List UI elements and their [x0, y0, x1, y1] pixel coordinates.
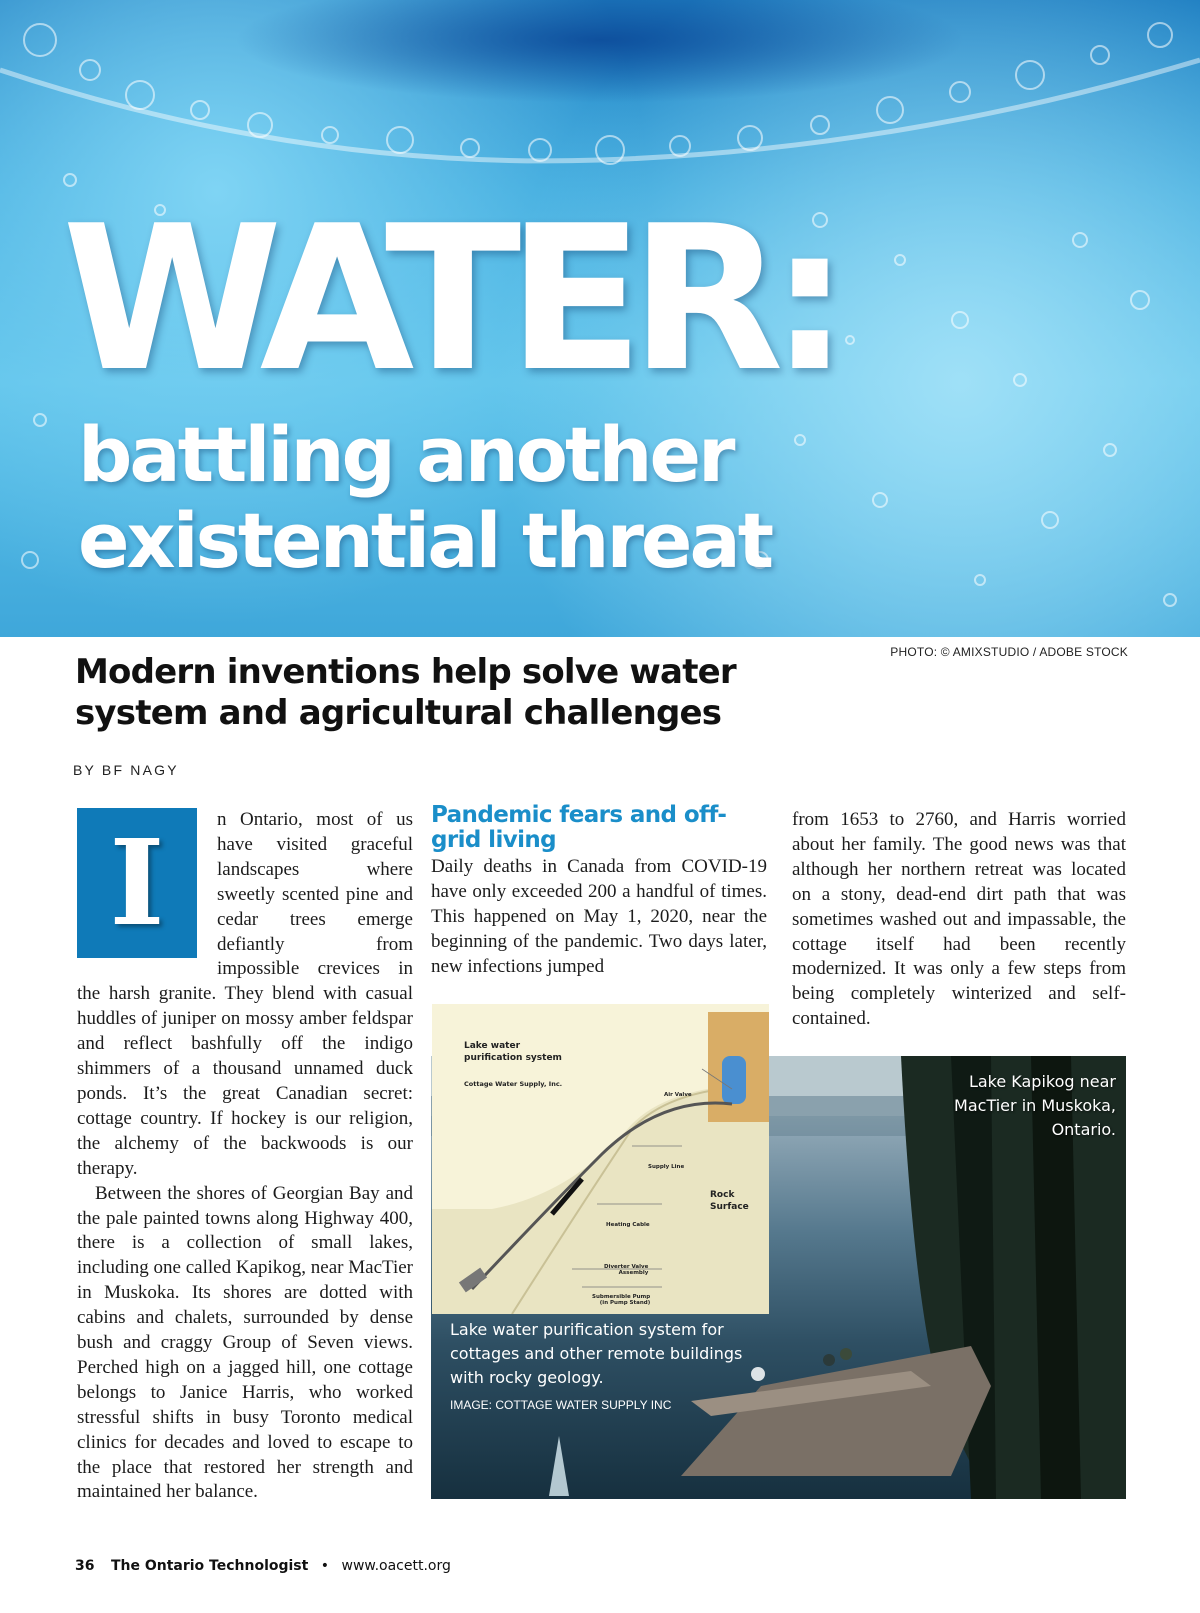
page-footer — [75, 1558, 451, 1574]
pump-line-2: (in Pump Stand) — [599, 1300, 651, 1306]
purification-diagram — [432, 1004, 769, 1314]
label-supply-line: Supply Line — [648, 1164, 685, 1170]
paragraph-1: n Ontario, most of us have visited graceful landscapes where sweetly scented pine and cedar trees emerge defiantly from impossible crevices in the harsh granite. They blend with casual huddles of juniper on mossy amber feldspar and reflect bashfully off the indigo shimmers of a thousand unnamed duck ponds. It’s the great Canadian secret: cottage country. If hockey is our religion, the alchemy of the backwoods is our therapy. — [77, 809, 413, 1179]
rock-line-2: Surface — [710, 1202, 749, 1212]
diverter-line-2: Assembly — [618, 1270, 649, 1276]
label-submersible-pump — [592, 1294, 650, 1306]
paragraph-2: Between the shores of Georgian Bay and the pale painted towns along Highway 400, there is a collection of small lakes, including one called Kapikog, near MacTier in Muskoka. Its shores are dotted with cabins and chalets, surrounded by dense bush and craggy Group of Seven views. Perched high on a jagged hill, one cottage belongs to Janice Harris, who worked stressful shifts in busy Toronto medical clinics for decades and loved to escape to the place that restored her strength and maintained her balance. — [77, 1182, 413, 1503]
diagram-title-line-2: purification system — [464, 1053, 562, 1063]
section-subhead: Pandemic fears and off-grid living — [431, 802, 727, 853]
photo-credit: PHOTO: © AMIXSTUDIO / ADOBE STOCK — [890, 645, 1128, 659]
diagram-credit: IMAGE: COTTAGE WATER SUPPLY INC — [450, 1398, 672, 1412]
footer-url[interactable]: www.oacett.org — [341, 1558, 451, 1574]
diagram-title-line-1: Lake water — [464, 1041, 521, 1051]
column-2 — [431, 803, 767, 980]
subtitle-line-1: battling another — [78, 410, 733, 499]
subtitle-line-2: existential threat — [78, 496, 772, 585]
diagram-caption: Lake water purification system for cottages and other remote buildings with rocky geology. — [450, 1320, 743, 1387]
diagram-title — [464, 1040, 562, 1064]
byline: BY BF NAGY — [73, 762, 179, 778]
label-air-valve: Air Valve — [664, 1092, 692, 1098]
label-diverter-valve — [604, 1264, 648, 1276]
page-number: 36 — [75, 1558, 95, 1574]
hero-image — [0, 0, 1200, 637]
headline-water: WATER: — [62, 183, 836, 416]
pump-line-1: Submersible Pump — [592, 1294, 651, 1300]
footer-separator: • — [320, 1558, 330, 1574]
column-3 — [792, 808, 1126, 1032]
diagram-company: Cottage Water Supply, Inc. — [464, 1080, 563, 1088]
magazine-name: The Ontario Technologist — [110, 1558, 309, 1574]
lake-photo-caption: Lake Kapikog near MacTier in Muskoka, Ontario. — [954, 1072, 1116, 1139]
label-heating-cable: Heating Cable — [606, 1222, 650, 1228]
diverter-line-1: Diverter Valve — [604, 1264, 649, 1270]
paragraph-3: Daily deaths in Canada from COVID-19 have only exceeded 200 a handful of times. This happened on May 1, 2020, near the beginning of the pandemic. Two days later, new infections jumped — [431, 856, 767, 977]
label-rock-surface — [710, 1189, 749, 1213]
drop-cap: I — [77, 808, 197, 958]
headline-subtitle — [78, 412, 771, 584]
article-deck: Modern inventions help solve water system and agricultural challenges — [75, 652, 736, 733]
rock-line-1: Rock — [710, 1190, 735, 1200]
paragraph-4: from 1653 to 2760, and Harris worried about her family. The good news was that although her northern retreat was located on a stony, dead-end dirt path that was sometimes washed out and impassable, the cottage itself had been recently modernized. It was only a few steps from being completely winterized and self-contained. — [792, 809, 1126, 1030]
column-1 — [77, 808, 413, 1505]
